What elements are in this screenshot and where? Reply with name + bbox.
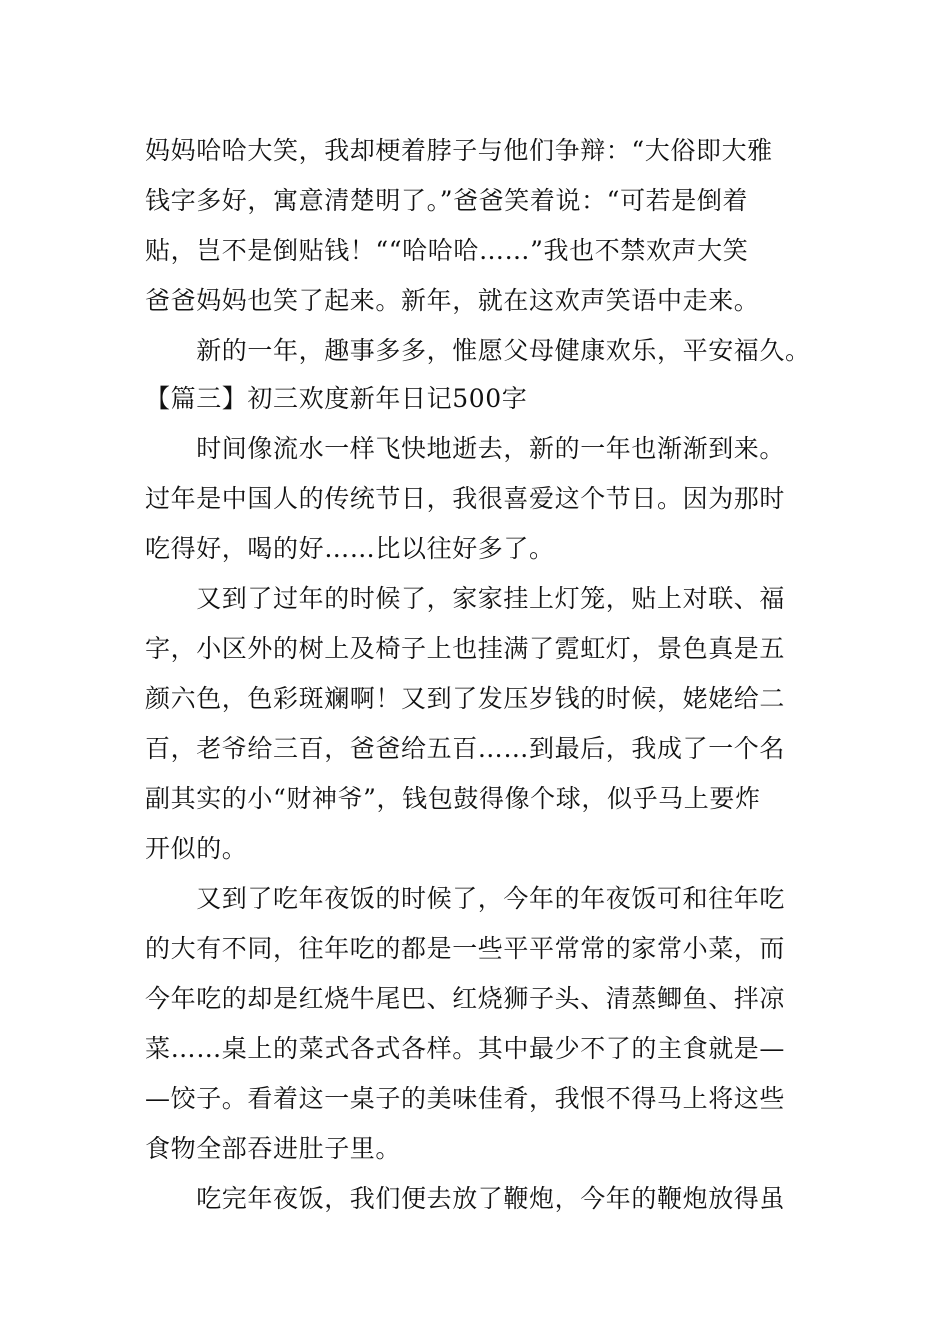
section-heading: 【篇三】初三欢度新年日记500字 [145, 384, 528, 413]
text-line: 又到了过年的时候了，家家挂上灯笼，贴上对联、福 [145, 584, 786, 613]
text-line: 爸爸妈妈也笑了起来。新年，就在这欢声笑语中走来。 [145, 286, 760, 315]
text-line: 钱字多好，寓意清楚明了。”爸爸笑着说：“可若是倒着 [145, 186, 749, 215]
text-line: 吃完年夜饭，我们便去放了鞭炮，今年的鞭炮放得虽 [145, 1184, 786, 1213]
text-line: 开似的。 [145, 834, 248, 863]
text-line: 字，小区外的树上及椅子上也挂满了霓虹灯，景色真是五 [145, 634, 786, 663]
text-line: 又到了吃年夜饭的时候了，今年的年夜饭可和往年吃 [145, 884, 786, 913]
text-line: 妈妈哈哈大笑，我却梗着脖子与他们争辩：“大俗即大雅 [145, 136, 773, 165]
text-line: 过年是中国人的传统节日，我很喜爱这个节日。因为那时 [145, 484, 786, 513]
text-line: 新的一年，趣事多多，惟愿父母健康欢乐，平安福久。 [145, 336, 811, 365]
text-line: 菜……桌上的菜式各式各样。其中最少不了的主食就是— [145, 1034, 786, 1063]
text-line: 时间像流水一样飞快地逝去，新的一年也渐渐到来。 [145, 434, 786, 463]
text-line: 贴，岂不是倒贴钱！““哈哈哈……”我也不禁欢声大笑 [145, 236, 749, 265]
text-line: —饺子。看着这一桌子的美味佳肴，我恨不得马上将这些 [145, 1084, 786, 1113]
text-line: 百，老爷给三百，爸爸给五百……到最后，我成了一个名 [145, 734, 786, 763]
text-line: 吃得好，喝的好……比以往好多了。 [145, 534, 555, 563]
text-line: 副其实的小“财神爷”，钱包鼓得像个球，似乎马上要炸 [145, 784, 761, 813]
text-line: 的大有不同，往年吃的都是一些平平常常的家常小菜，而 [145, 934, 786, 963]
text-line: 今年吃的却是红烧牛尾巴、红烧狮子头、清蒸鲫鱼、拌凉 [145, 984, 786, 1013]
text-line: 食物全部吞进肚子里。 [145, 1134, 402, 1163]
text-line: 颜六色，色彩斑斓啊！又到了发压岁钱的时候，姥姥给二 [145, 684, 786, 713]
